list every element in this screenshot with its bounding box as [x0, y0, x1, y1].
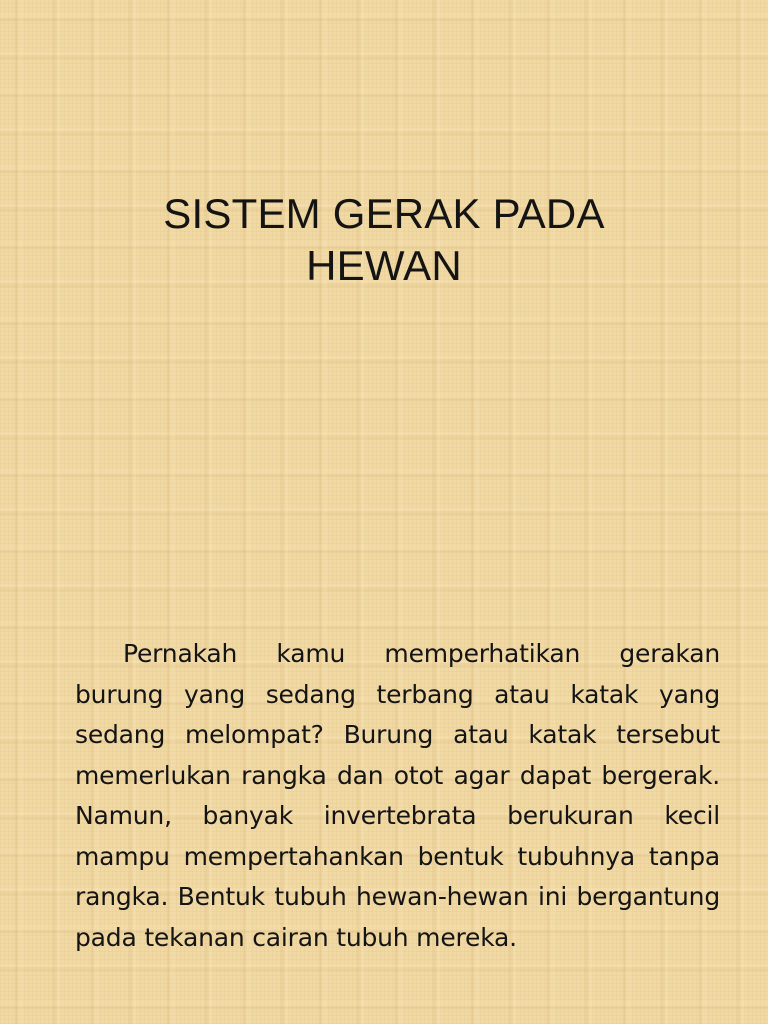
slide-paragraph: Pernakah kamu memperhatikan gerakan burung yang sedang terbang atau katak yang sedang melompat? Burung atau katak tersebut memerlukan rangka dan otot agar dapat bergerak. Namun, banyak invertebrata berukuran kecil mampu mempertahankan bentuk tubuhnya tanpa rangka. Bentuk tubuh hewan-hewan ini bergantung pada tekanan cairan tubuh mereka.	[75, 639, 720, 952]
slide-title: SISTEM GERAK PADA HEWAN	[163, 190, 605, 289]
